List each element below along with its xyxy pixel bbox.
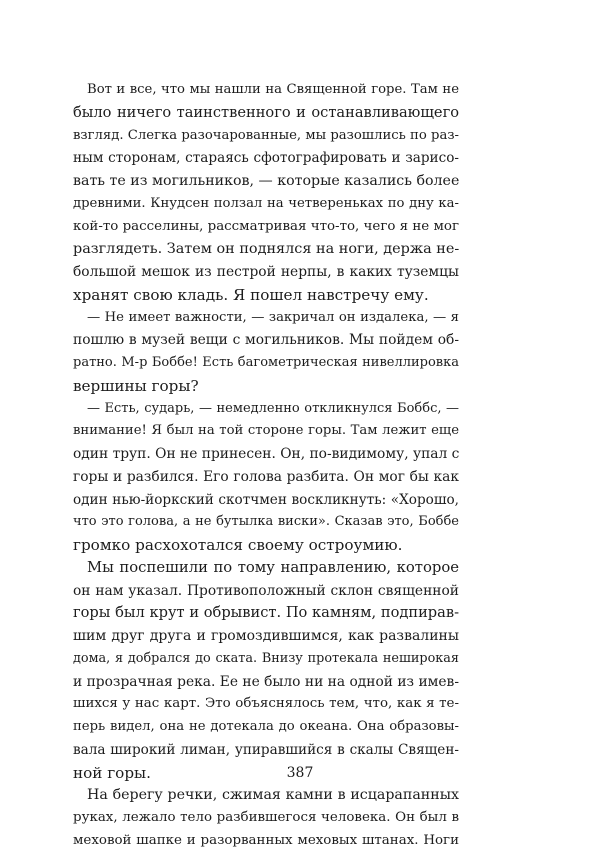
book-page-text (73, 79, 459, 853)
text-line: — Есть, сударь, — немедленно откликнулся Боббс, — (87, 400, 459, 416)
text-line: ратно. М-р Боббе! Есть багометрическая нивеллировка (73, 355, 459, 370)
text-line: он нам указал. Противоположный склон священной (73, 582, 459, 599)
text-line: внимание! Я был на той стороне горы. Там лежит еще (73, 423, 459, 439)
text-line: ным сторонам, стараясь сфотографировать и зарисо- (73, 150, 459, 167)
text-line: На берегу речки, сжимая камни в исцарапанных (87, 787, 459, 804)
text-line: один труп. Он не принесен. Он, по-видимому, упал с (73, 446, 460, 462)
text-line: вершины горы? (73, 376, 199, 395)
text-line: вала широкий лиман, упиравшийся в скалы Священ- (73, 741, 459, 758)
text-line: вать те из могильников, — которые казались более (73, 173, 460, 189)
text-line: горы был крут и обрывист. По камням, подпирав- (73, 604, 459, 622)
text-line: что это голова, а не бутылка виски». Сказав это, Боббе (73, 514, 459, 530)
text-line: было ничего таинственного и останавливающего (73, 103, 459, 121)
text-line: руках, лежало тело разбившегося человека. Он был в (73, 810, 459, 825)
page-number: 387 (286, 765, 314, 781)
text-line: горы и разбился. Его голова разбита. Он мог бы как (73, 468, 459, 485)
text-line: большой мешок из пестрой нерпы, в каких туземцы (73, 264, 459, 280)
text-line: шим друг друга и громоздившимся, как развалины (73, 628, 459, 644)
text-line: один нью-йоркский скотчмен воскликнуть: «Хорошо, (73, 491, 459, 508)
text-line: Вот и все, что мы нашли на Священной горе. Там не (87, 82, 459, 97)
text-line: — Не имеет важности, — закричал он издалека, — я (87, 309, 459, 325)
text-line: перь видел, она не дотекала до океана. Она образовы- (73, 719, 459, 734)
text-line: древними. Кнудсен ползал на четвереньках по дну ка- (73, 195, 459, 211)
text-line: кой-то расселины, рассматривая что-то, чего я не мог (73, 218, 459, 234)
text-line: ной горы. (73, 763, 151, 782)
text-line: пошлю в музей вещи с могильников. Мы пойдем об- (73, 332, 459, 349)
text-line: хранят свою кладь. Я пошел навстречу ему. (73, 285, 429, 304)
text-line: громко расхохотался своему остроумию. (73, 536, 403, 554)
text-line: меховой шапке и разорванных меховых штанах. Ноги (73, 832, 459, 848)
text-line: разглядеть. Затем он поднялся на ноги, держа не- (73, 241, 460, 258)
text-line: шихся у нас карт. Это объяснялось тем, что, как я те- (73, 696, 459, 712)
text-line: и прозрачная река. Ее не было ни на одной из имев- (73, 673, 459, 690)
text-line: взгляд. Слегка разочарованные, мы разошлись по раз- (73, 127, 459, 143)
text-line: Мы поспешили по тому направлению, которое (87, 558, 459, 576)
text-line: дома, я добрался до ската. Внизу протекала неширокая (73, 650, 459, 666)
